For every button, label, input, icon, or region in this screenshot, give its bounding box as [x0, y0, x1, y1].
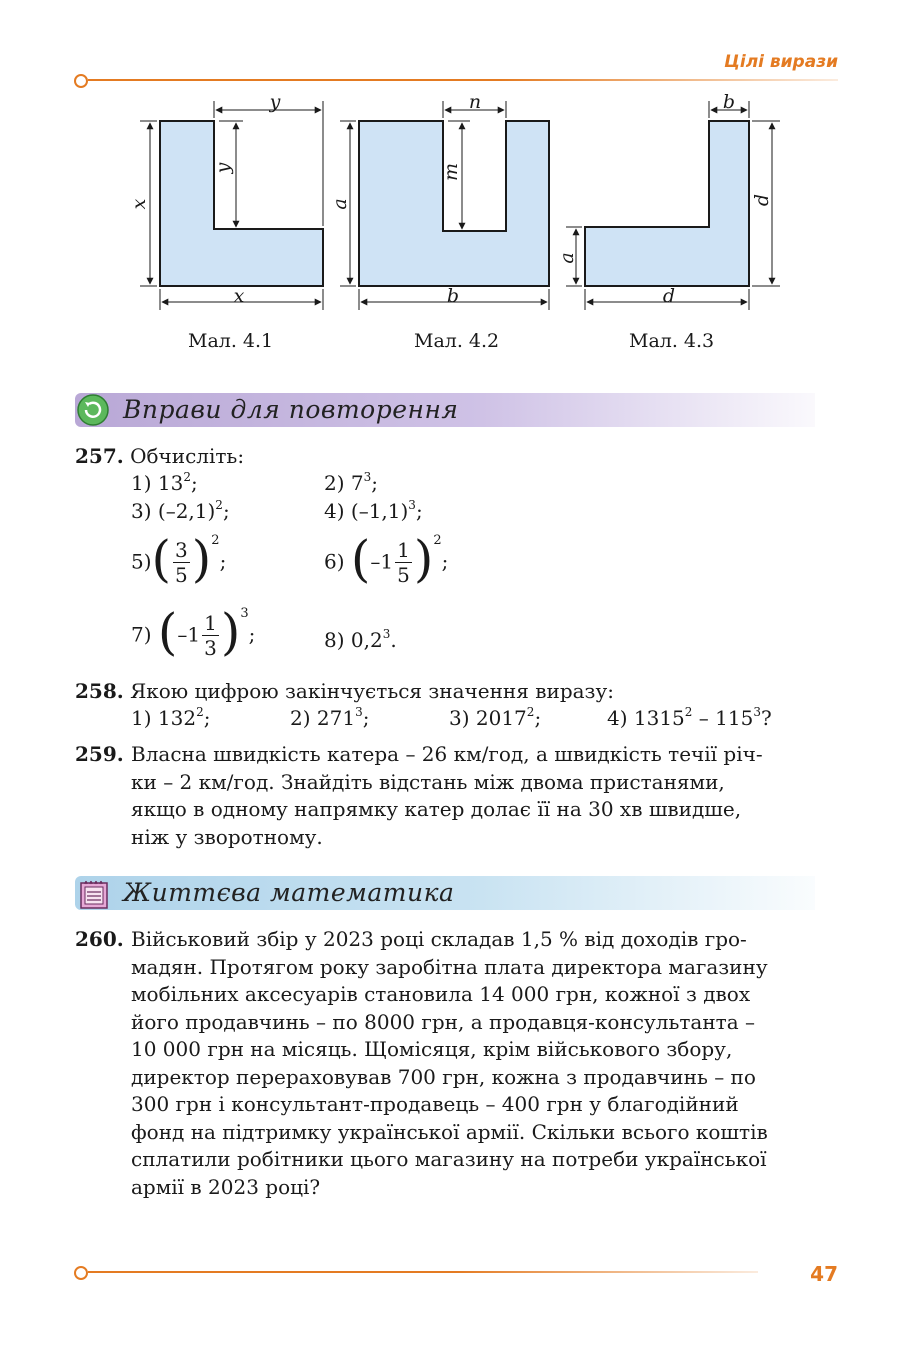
exercise-text: Обчисліть: — [130, 444, 245, 468]
figure-4-3-left-label: a — [556, 252, 578, 264]
figure-4-2 — [329, 91, 549, 310]
exercise-257-item-2: 2) $7^3$; — [324, 470, 378, 495]
footer-rule-ring — [74, 1266, 88, 1280]
exercise-258-item-2: 2) $271^3$; — [290, 705, 370, 730]
exercise-258-item-4: 4) $1315^2 - 115^3$? — [607, 705, 772, 730]
exercise-257-item-1: 1) $13^2$; — [131, 470, 198, 495]
exercise-number: 258. — [75, 679, 124, 703]
figure-4-2-bottom-label: b — [446, 285, 460, 307]
exercise-258 — [75, 678, 614, 706]
figure-4-3-shape — [585, 121, 749, 286]
figure-4-1-left-label: x — [128, 198, 150, 210]
refresh-icon — [77, 394, 109, 426]
figure-4-1 — [128, 91, 323, 310]
figure-4-3-right-label: d — [751, 193, 773, 207]
figure-4-1-inner-label: y — [212, 162, 234, 174]
exercise-257-item-3: 3) $(-2,1)^2$; — [131, 498, 230, 523]
exercise-260-text: Військовий збір у 2023 році складав 1,5 % від доходів гро- мадян. Протягом року заробітна плата директора магазину мобільних аксесуарів становила 14 000 грн, кожної з двох його продавчинь – по 8000 грн, а продавця-консультанта – 10 000 грн на місяць. Щомісяця, крім військового збору, директор перераховував 700 грн, кожна з продавчинь – по 300 грн і консультант-продавець – 400 грн у благодійний фонд на підтримку української армії. Скільки всього коштів сплатили робітники цього магазину на потреби української армії в 2023 році? — [131, 927, 768, 1199]
figure-4-3 — [556, 91, 780, 310]
section-repeat-title: Вправи для повторення — [123, 395, 459, 424]
exercise-260-number: 260. — [75, 927, 124, 951]
footer-rule — [88, 1271, 758, 1273]
exercise-257-item-4: 4) $(-1,1)^3$; — [324, 498, 423, 523]
figure-4-2-shape — [359, 121, 549, 286]
figure-4-1-caption: Мал. 4.1 — [188, 330, 274, 352]
section-life-title: Життєва математика — [123, 878, 455, 907]
figure-4-3-top-label: b — [722, 91, 736, 113]
exercise-258-item-1: 1) $132^2$; — [131, 705, 211, 730]
header-rule-ring — [74, 74, 88, 88]
figure-4-3-caption: Мал. 4.3 — [629, 330, 715, 352]
page-number: 47 — [810, 1262, 838, 1286]
exercise-257 — [75, 443, 244, 471]
exercise-text: Якою цифрою закінчується значення виразу: — [130, 679, 614, 703]
exercise-257-item-6: 6) (–1 $\frac{1}{5}$ )$^2$; — [324, 530, 449, 588]
exercise-257-item-8: 8) $0,2^3$. — [324, 627, 397, 652]
figure-4-3-bottom-label: d — [662, 285, 676, 307]
exercise-257-item-5: 5)( $\frac{3}{5}$ )$^2$; — [131, 530, 227, 588]
header-rule — [88, 79, 838, 81]
figure-4-1-top-label: y — [269, 91, 281, 113]
section-repeat-header — [75, 393, 815, 427]
figure-4-2-left-label: a — [329, 198, 351, 210]
exercise-258-item-3: 3) 2017$^2$; — [449, 705, 542, 730]
figure-4-1-bottom-label: x — [233, 285, 245, 307]
section-life-header — [75, 876, 815, 910]
figure-4-2-top-label: n — [468, 91, 482, 113]
exercise-257-item-7: 7) (–1 $\frac{1}{3}$ )$^3$; — [131, 603, 256, 661]
figure-4-2-caption: Мал. 4.2 — [414, 330, 500, 352]
exercise-259-number: 259. — [75, 742, 124, 766]
figure-4-2-inner-label: m — [440, 162, 462, 182]
exercise-number: 257. — [75, 444, 124, 468]
exercise-259-text: Власна швидкість катера – 26 км/год, а швидкість течії річ- ки – 2 км/год. Знайдіть відстань між двома пристанями, якщо в одному напрямку катер долає її на 30 хв швидше, ніж у зворотному. — [131, 742, 763, 849]
figure-4-1-shape — [160, 121, 323, 286]
figures-area — [0, 88, 918, 328]
chapter-title: Цілі вирази — [724, 52, 838, 72]
notepad-icon — [77, 877, 109, 909]
